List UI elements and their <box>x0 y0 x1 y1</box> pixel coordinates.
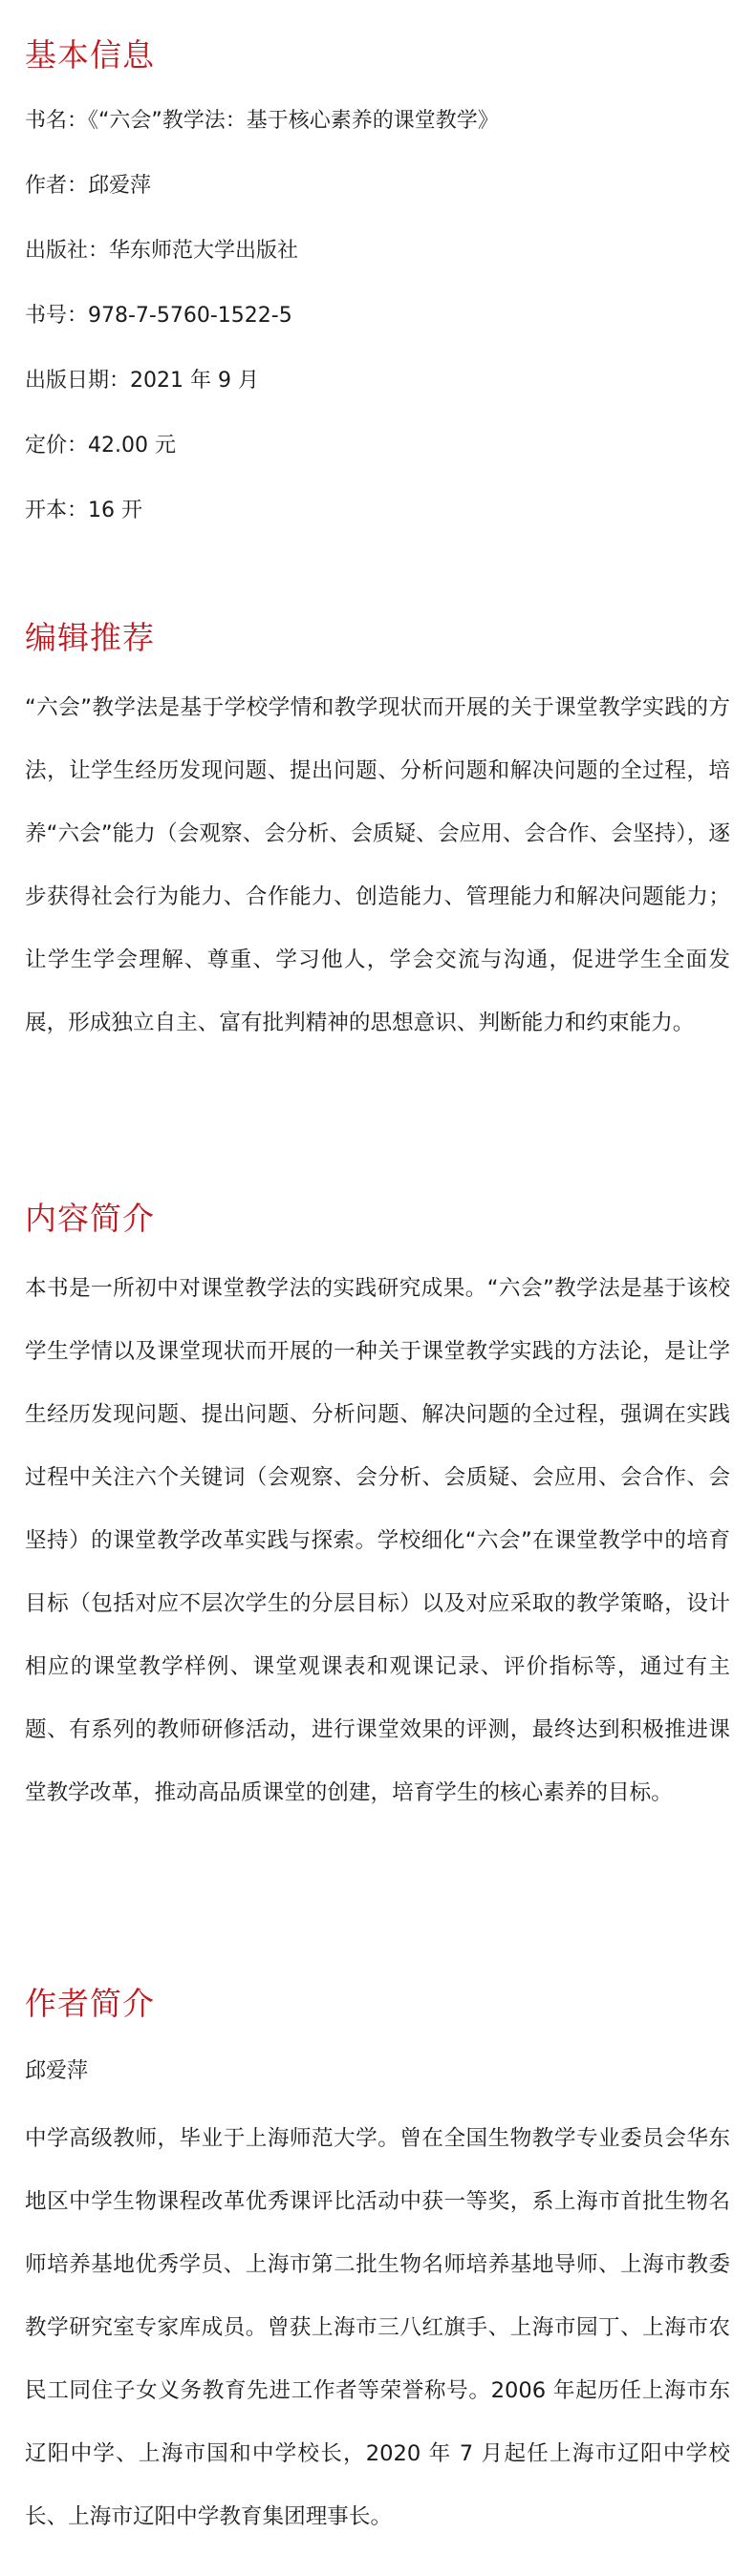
section-title-basic-info: 基本信息 <box>25 36 155 74</box>
content-summary-text: 本书是一所初中对课堂教学法的实践研究成果。“六会”教学法是基于该校学生学情以及课堂现状而开展的一种关于课堂教学实践的方法论，是让学生经历发现问题、提出问题、分析问题、解决问题的全过程，强调在实践过程中关注六个关键词（会观察、会分析、会质疑、会应用、会合作、会坚持）的课堂教学改革实践与探索。学校细化“六会”在课堂教学中的培育目标（包括对应不层次学生的分层目标）以及对应采取的教学策略，设计相应的课堂教学样例、课堂观课表和观课记录、评价指标等，通过有主题、有系列的教师研修活动，进行课堂效果的评测，最终达到积极推进课堂教学改革，推动高品质课堂的创建，培育学生的核心素养的目标。 <box>25 1276 730 1805</box>
section-title-content-summary: 内容简介 <box>25 1200 155 1237</box>
price-line: 定价：42.00 元 <box>25 434 176 458</box>
editor-recommendation-text: “六会”教学法是基于学校学情和教学现状而开展的关于课堂教学实践的方法，让学生经历发现问题、提出问题、分析问题和解决问题的全过程，培养“六会”能力（会观察、会分析、会质疑、会应用、会合作、会坚持），逐步获得社会行为能力、合作能力、创造能力、管理能力和解决问题能力；让学生学会理解、尊重、学习他人，学会交流与沟通，促进学生全面发展，形成独立自主、富有批判精神的思想意识、判断能力和约束能力。 <box>25 695 730 1035</box>
basic-info-list <box>25 107 730 562</box>
book-title-line: 书名：《“六会”教学法：基于核心素养的课堂教学》 <box>25 109 499 133</box>
format-line: 开本：16 开 <box>25 499 142 522</box>
author-name: 邱爱萍 <box>25 2059 89 2083</box>
isbn-line: 书号：978-7-5760-1522-5 <box>25 304 292 328</box>
pub-date-line: 出版日期：2021 年 9 月 <box>25 369 259 393</box>
section-title-editor-recommendation: 编辑推荐 <box>25 619 155 656</box>
author-line: 作者：邱爱萍 <box>25 174 152 198</box>
section-title-author-intro: 作者简介 <box>25 1985 155 2022</box>
author-intro-text: 中学高级教师，毕业于上海师范大学。曾在全国生物教学专业委员会华东地区中学生物课程改革优秀课评比活动中获一等奖，系上海市首批生物名师培养基地优秀学员、上海市第二批生物名师培养基地导师、上海市教委教学研究室专家库成员。曾获上海市三八红旗手、上海市园丁、上海市农民工同住子女义务教育先进工作者等荣誉称号。2006 年起历任上海市东辽阳中学、上海市国和中学校长，2020 年 7 月起任上海市辽阳中学校长、上海市辽阳中学教育集团理事长。 <box>25 2126 730 2529</box>
publisher-line: 出版社：华东师范大学出版社 <box>25 239 299 263</box>
